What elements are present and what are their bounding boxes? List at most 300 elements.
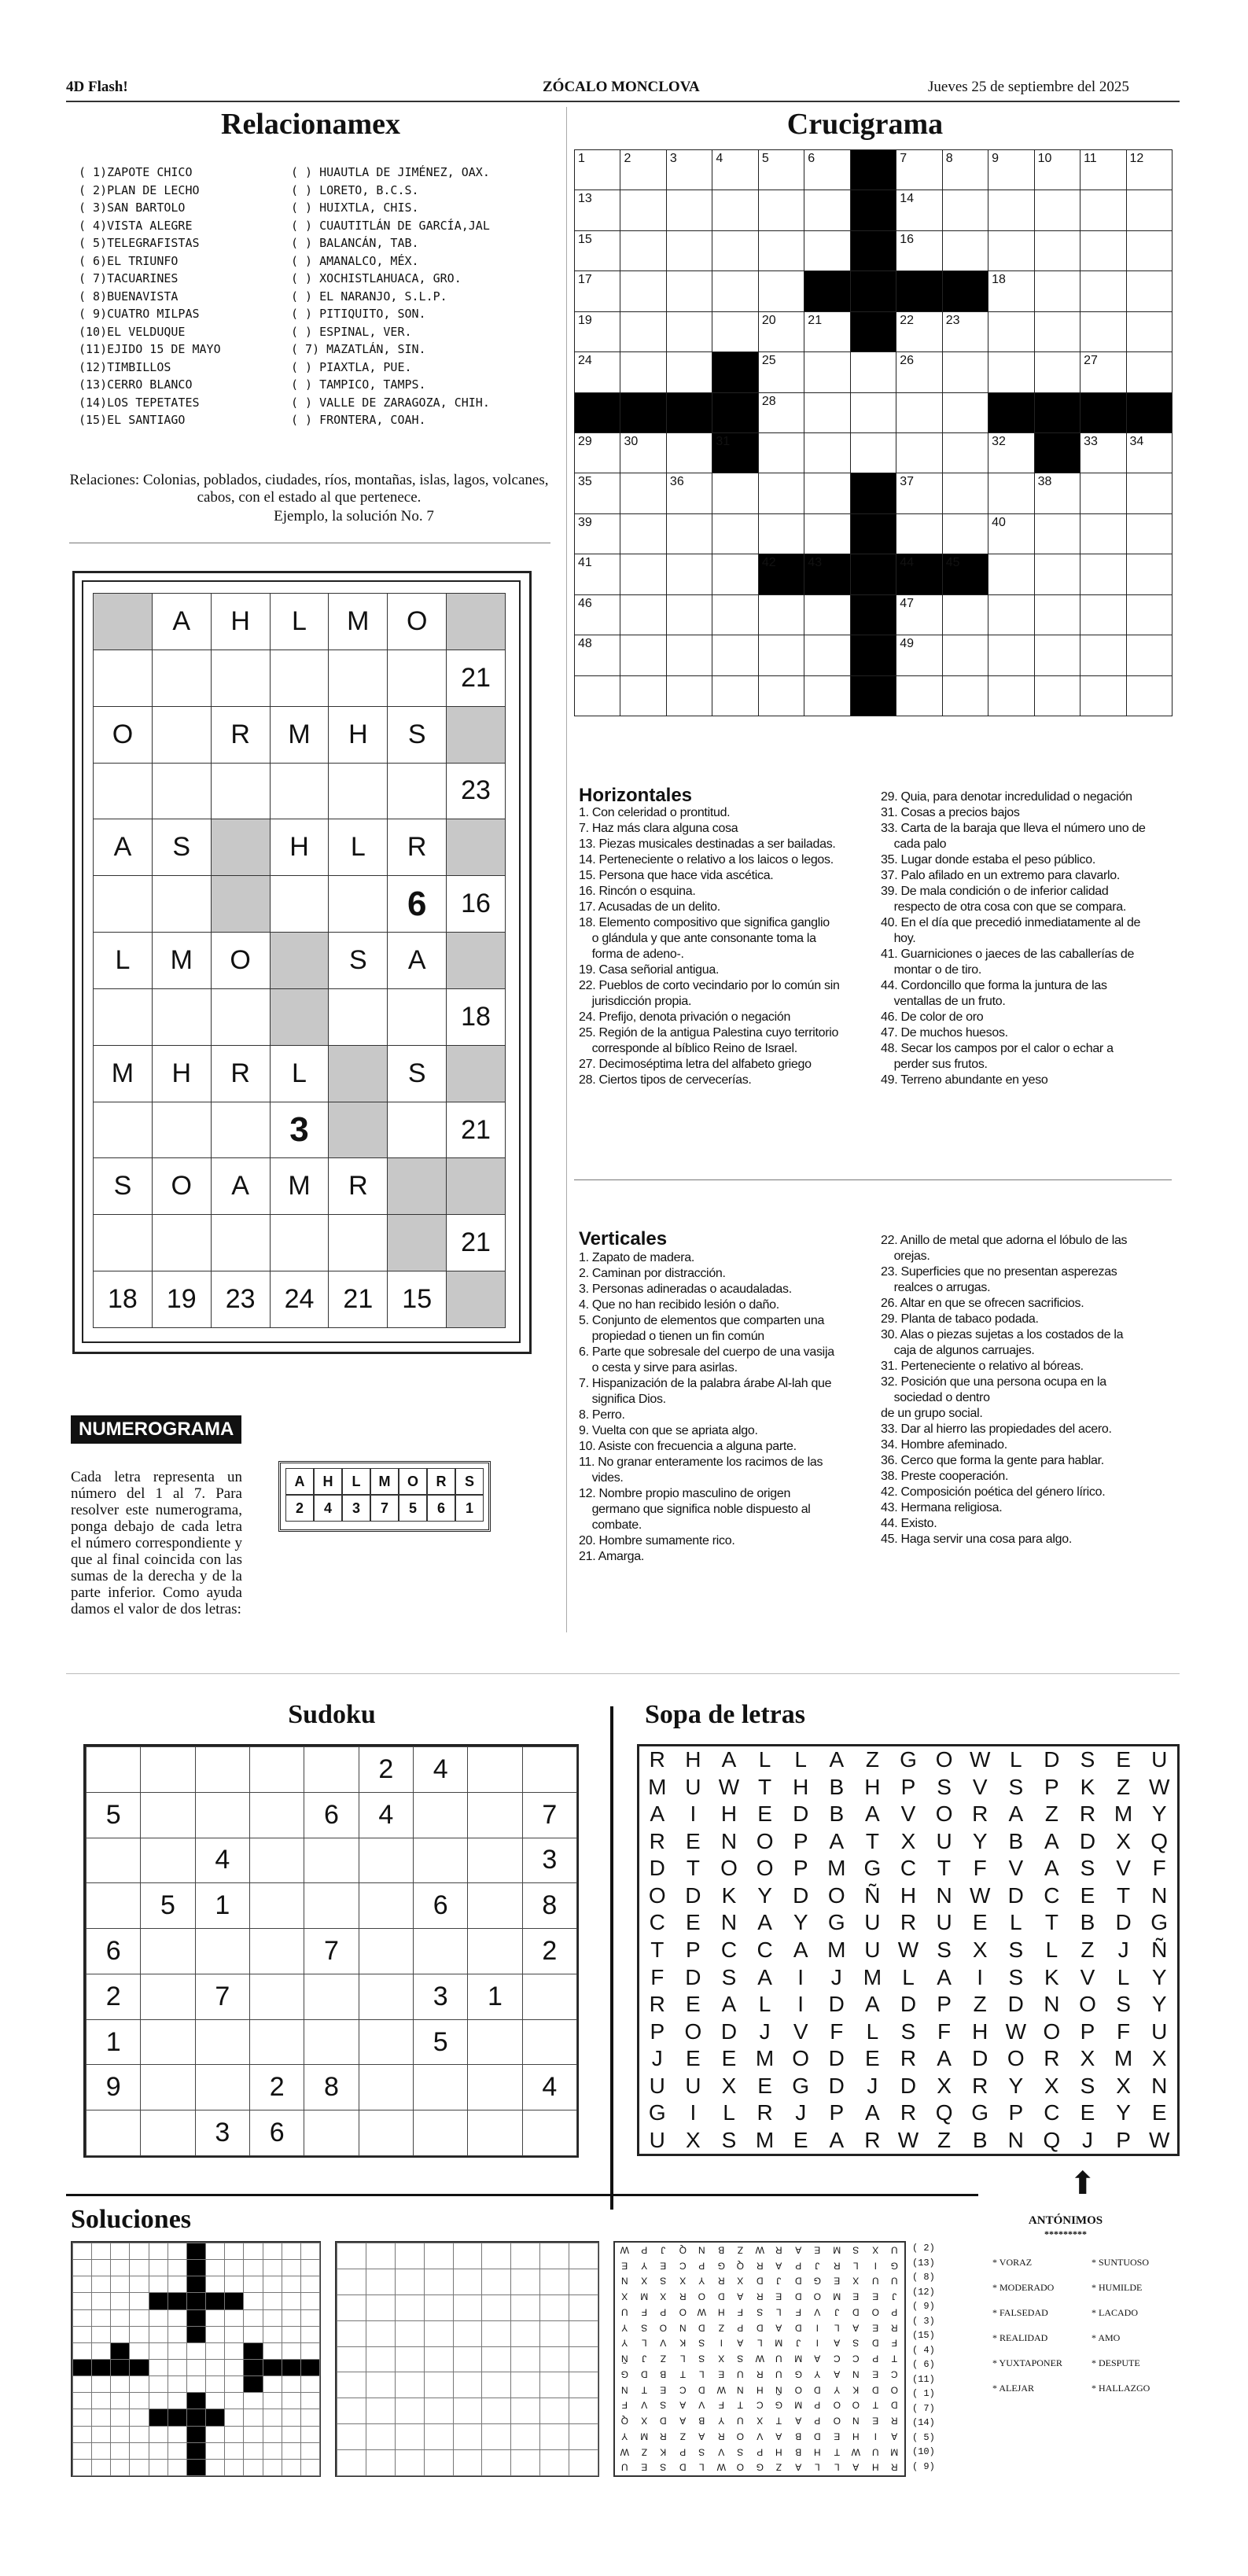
sopa-letter[interactable]: C [649, 1910, 665, 1935]
crossword-cell[interactable] [758, 675, 804, 716]
sopa-letter[interactable]: M [863, 1964, 882, 1989]
sopa-letter[interactable]: G [1150, 1910, 1169, 1935]
sopa-letter[interactable]: A [721, 1747, 737, 1772]
numerograma-cell[interactable]: O [152, 1157, 212, 1215]
sudoku-cell[interactable]: 5 [140, 1882, 195, 1929]
sopa-letter[interactable]: R [1044, 2046, 1060, 2071]
sopa-letter[interactable]: R [757, 2100, 773, 2125]
sopa-letter[interactable]: E [1116, 1747, 1131, 1772]
sopa-letter[interactable]: D [828, 2046, 845, 2071]
sopa-letter[interactable]: G [971, 2100, 989, 2125]
sudoku-cell[interactable] [359, 2019, 414, 2066]
sopa-letter[interactable]: K [1044, 1964, 1059, 1989]
sopa-letter[interactable]: R [972, 2073, 988, 2098]
sopa-letter[interactable]: R [900, 2046, 917, 2071]
numerograma-cell[interactable]: M [93, 1045, 153, 1102]
numerograma-cell[interactable]: R [328, 1157, 388, 1215]
numerograma-cell[interactable] [152, 875, 212, 933]
crossword-cell[interactable] [942, 230, 988, 271]
sudoku-cell[interactable]: 8 [304, 2064, 359, 2110]
sopa-letter[interactable]: E [686, 1828, 701, 1853]
crossword-cell[interactable] [620, 554, 666, 594]
sopa-letter[interactable]: M [648, 1774, 667, 1799]
sopa-letter[interactable]: Q [935, 2100, 953, 2125]
sopa-letter[interactable]: J [867, 2073, 878, 2098]
numerograma-cell[interactable]: 15 [387, 1271, 447, 1328]
sudoku-cell[interactable] [140, 1792, 195, 1838]
crossword-cell[interactable] [666, 675, 712, 716]
sudoku-cell[interactable] [140, 1928, 195, 1974]
sopa-letter[interactable]: U [864, 1910, 881, 1935]
sopa-letter[interactable]: A [757, 1910, 772, 1935]
crossword-cell[interactable] [1126, 270, 1173, 311]
crossword-cell[interactable] [758, 392, 804, 433]
crossword-cell[interactable] [1126, 311, 1173, 352]
sopa-letter[interactable]: U [685, 1774, 701, 1799]
sudoku-cell[interactable]: 7 [195, 1974, 250, 2020]
sudoku-cell[interactable]: 4 [195, 1838, 250, 1884]
sopa-letter[interactable]: S [721, 1964, 737, 1989]
crossword-cell[interactable] [942, 675, 988, 716]
crossword-cell[interactable] [988, 311, 1034, 352]
sopa-letter[interactable]: M [827, 1937, 846, 1962]
crossword-cell[interactable] [620, 230, 666, 271]
sudoku-cell[interactable] [195, 1928, 250, 1974]
sopa-letter[interactable]: Q [1150, 1828, 1169, 1853]
crossword-cell[interactable] [1080, 351, 1126, 392]
sopa-letter[interactable]: O [684, 2018, 702, 2044]
sopa-letter[interactable]: W [1148, 2127, 1170, 2152]
sudoku-cell[interactable] [522, 1974, 577, 2020]
sopa-letter[interactable]: A [865, 1992, 880, 2017]
numerograma-cell[interactable] [270, 763, 329, 820]
numerograma-cell[interactable]: 23 [211, 1271, 271, 1328]
sopa-letter[interactable]: V [900, 1801, 916, 1827]
sudoku-cell[interactable]: 6 [86, 1928, 141, 1974]
crossword-cell[interactable] [1034, 230, 1080, 271]
sopa-letter[interactable]: V [793, 2018, 808, 2044]
crossword-cell[interactable] [1080, 554, 1126, 594]
sopa-letter[interactable]: L [1010, 1747, 1022, 1772]
sopa-letter[interactable]: Q [1043, 2127, 1061, 2152]
crossword-cell[interactable] [1080, 675, 1126, 716]
numerograma-cell[interactable] [93, 1214, 153, 1271]
sopa-letter[interactable]: M [827, 1856, 846, 1881]
sopa-letter[interactable]: Z [1080, 1937, 1095, 1962]
sudoku-cell[interactable] [359, 1838, 414, 1884]
crossword-cell[interactable] [758, 594, 804, 635]
sudoku-cell[interactable]: 2 [522, 1928, 577, 1974]
crossword-cell[interactable] [942, 635, 988, 675]
crossword-cell[interactable] [896, 392, 942, 433]
sopa-letter[interactable]: A [757, 1964, 772, 1989]
crossword-cell[interactable] [666, 432, 712, 473]
sudoku-cell[interactable] [86, 2110, 141, 2156]
sudoku-cell[interactable] [304, 2110, 359, 2156]
crossword-cell[interactable] [1126, 554, 1173, 594]
sudoku-cell[interactable] [249, 1746, 304, 1793]
crossword-cell[interactable] [850, 351, 896, 392]
crossword-cell[interactable] [1126, 675, 1173, 716]
numerograma-cell[interactable] [211, 1102, 271, 1159]
crossword-cell[interactable] [758, 635, 804, 675]
numerograma-cell[interactable] [152, 988, 212, 1046]
sopa-letter[interactable]: X [937, 2073, 952, 2098]
crossword-cell[interactable] [942, 432, 988, 473]
numerograma-cell[interactable]: H [328, 706, 388, 764]
sopa-letter[interactable]: G [792, 2073, 810, 2098]
crossword-cell[interactable] [620, 513, 666, 554]
crossword-cell[interactable] [896, 190, 942, 230]
crossword-cell[interactable] [666, 594, 712, 635]
sopa-letter[interactable]: E [1151, 2100, 1167, 2125]
sudoku-cell[interactable] [249, 1792, 304, 1838]
sopa-letter[interactable]: I [690, 1801, 697, 1827]
sopa-letter[interactable]: D [828, 1992, 845, 2017]
crossword-cell[interactable] [758, 230, 804, 271]
crossword-cell[interactable] [942, 190, 988, 230]
sopa-letter[interactable]: E [721, 2046, 737, 2071]
sopa-letter[interactable]: L [794, 1747, 807, 1772]
sopa-letter[interactable]: D [1115, 1910, 1132, 1935]
crossword-cell[interactable] [620, 190, 666, 230]
numerograma-cell[interactable]: S [387, 1045, 447, 1102]
sudoku-cell[interactable] [140, 1746, 195, 1793]
numerograma-cell[interactable]: 21 [446, 1214, 506, 1271]
sopa-letter[interactable]: L [1010, 1910, 1022, 1935]
sopa-letter[interactable]: M [755, 2046, 775, 2071]
sopa-letter[interactable]: N [720, 1910, 738, 1935]
sopa-letter[interactable]: T [1044, 1910, 1058, 1935]
crossword-cell[interactable] [712, 230, 758, 271]
numerograma-cell[interactable] [93, 1102, 153, 1159]
numerograma-cell[interactable]: O [93, 706, 153, 764]
numerograma-cell[interactable]: 18 [93, 1271, 153, 1328]
sopa-letter[interactable]: K [721, 1882, 737, 1908]
crossword-cell[interactable] [1080, 513, 1126, 554]
numerograma-cell[interactable] [152, 650, 212, 707]
sopa-letter[interactable]: A [650, 1801, 665, 1827]
crossword-cell[interactable] [804, 513, 850, 554]
sudoku-cell[interactable]: 5 [86, 1792, 141, 1838]
crossword-cell[interactable] [804, 473, 850, 513]
sudoku-cell[interactable] [467, 1838, 522, 1884]
sudoku-cell[interactable]: 2 [249, 2064, 304, 2110]
sopa-letter[interactable]: Z [937, 2127, 952, 2152]
sopa-letter[interactable]: R [649, 1992, 665, 2017]
numerograma-cell[interactable]: 24 [270, 1271, 329, 1328]
sopa-letter[interactable]: G [827, 1910, 845, 1935]
sopa-letter[interactable]: F [650, 1964, 664, 1989]
sudoku-cell[interactable]: 4 [359, 1792, 414, 1838]
sudoku-cell[interactable] [304, 2019, 359, 2066]
crossword-cell[interactable] [942, 149, 988, 190]
crossword-cell[interactable] [758, 270, 804, 311]
sopa-letter[interactable]: D [793, 1801, 809, 1827]
crossword-cell[interactable] [620, 473, 666, 513]
sopa-letter[interactable]: B [972, 2127, 988, 2152]
sopa-letter[interactable]: W [718, 1774, 740, 1799]
crossword-cell[interactable] [574, 149, 620, 190]
numerograma-cell[interactable] [270, 650, 329, 707]
sudoku-cell[interactable] [359, 1882, 414, 1929]
sudoku-cell[interactable] [413, 2064, 468, 2110]
sopa-letter[interactable]: E [793, 2127, 808, 2152]
crossword-cell[interactable] [988, 270, 1034, 311]
crossword-cell[interactable] [1034, 149, 1080, 190]
crossword-cell[interactable] [666, 190, 712, 230]
sopa-letter[interactable]: P [1080, 2018, 1095, 2044]
crossword-cell[interactable] [896, 473, 942, 513]
sopa-letter[interactable]: U [936, 1910, 952, 1935]
sopa-letter[interactable]: J [1117, 1937, 1129, 1962]
crossword-cell[interactable] [804, 190, 850, 230]
sopa-letter[interactable]: W [1148, 1774, 1170, 1799]
sopa-letter[interactable]: Z [865, 1747, 879, 1772]
numerograma-cell[interactable] [152, 706, 212, 764]
sopa-letter[interactable]: X [1151, 2046, 1167, 2071]
sopa-letter[interactable]: P [1044, 1774, 1059, 1799]
numerograma-cell[interactable]: M [270, 1157, 329, 1215]
sopa-letter[interactable]: B [829, 1801, 845, 1827]
sopa-letter[interactable]: F [1152, 1856, 1166, 1881]
sopa-letter[interactable]: L [723, 2100, 735, 2125]
sopa-letter[interactable]: Z [1044, 1801, 1058, 1827]
numerograma-cell[interactable] [93, 650, 153, 707]
crossword-cell[interactable] [896, 149, 942, 190]
sopa-letter[interactable]: Y [1151, 1992, 1167, 2017]
crossword-cell[interactable] [804, 432, 850, 473]
crossword-cell[interactable] [988, 351, 1034, 392]
crossword-cell[interactable] [620, 311, 666, 352]
sopa-letter[interactable]: E [757, 2073, 772, 2098]
sopa-letter[interactable]: P [793, 1856, 808, 1881]
crossword-cell[interactable] [1034, 473, 1080, 513]
numerograma-cell[interactable] [152, 763, 212, 820]
sudoku-cell[interactable] [249, 1928, 304, 1974]
sopa-letter[interactable]: A [1008, 1801, 1024, 1827]
sopa-letter[interactable]: N [1151, 1882, 1168, 1908]
crossword-cell[interactable] [758, 513, 804, 554]
sopa-letter[interactable]: H [720, 1801, 738, 1827]
sopa-letter[interactable]: P [650, 2018, 665, 2044]
sudoku-cell[interactable] [359, 2064, 414, 2110]
crossword-cell[interactable] [574, 311, 620, 352]
sopa-letter[interactable]: A [865, 1801, 880, 1827]
sopa-letter[interactable]: E [686, 1910, 701, 1935]
crossword-cell[interactable] [712, 594, 758, 635]
sudoku-cell[interactable] [467, 2019, 522, 2066]
numerograma-cell[interactable] [211, 988, 271, 1046]
sudoku-cell[interactable] [195, 1792, 250, 1838]
sopa-letter[interactable]: X [721, 2073, 737, 2098]
crossword-cell[interactable] [988, 594, 1034, 635]
numerograma-cell[interactable]: 19 [152, 1271, 212, 1328]
sopa-letter[interactable]: H [793, 1774, 809, 1799]
sudoku-cell[interactable] [140, 1838, 195, 1884]
sopa-letter[interactable]: X [1044, 2073, 1059, 2098]
numerograma-cell[interactable] [93, 875, 153, 933]
sopa-letter[interactable]: R [900, 2100, 917, 2125]
crossword-cell[interactable] [896, 230, 942, 271]
sopa-letter[interactable]: U [649, 2073, 665, 2098]
crossword-cell[interactable] [620, 635, 666, 675]
sopa-letter[interactable]: H [972, 2018, 988, 2044]
numerograma-cell[interactable]: L [270, 1045, 329, 1102]
numerograma-cell[interactable]: 23 [446, 763, 506, 820]
sudoku-cell[interactable] [195, 2064, 250, 2110]
sopa-letter[interactable]: D [685, 1964, 701, 1989]
sopa-letter[interactable]: L [1117, 1964, 1130, 1989]
sopa-letter[interactable]: T [686, 1856, 700, 1881]
crossword-cell[interactable] [758, 190, 804, 230]
sudoku-cell[interactable]: 4 [413, 1746, 468, 1793]
sudoku-cell[interactable] [467, 1792, 522, 1838]
sopa-letter[interactable]: A [1044, 1828, 1059, 1853]
sopa-letter[interactable]: P [793, 1828, 808, 1853]
sopa-letter[interactable]: E [686, 2046, 701, 2071]
sudoku-cell[interactable] [140, 2064, 195, 2110]
crossword-cell[interactable] [574, 473, 620, 513]
sopa-letter[interactable]: T [1117, 1882, 1131, 1908]
sudoku-cell[interactable] [304, 1974, 359, 2020]
sopa-letter[interactable]: G [648, 2100, 666, 2125]
sopa-letter[interactable]: I [690, 2100, 697, 2125]
sopa-letter[interactable]: M [1114, 1801, 1133, 1827]
sopa-letter[interactable]: A [829, 1828, 845, 1853]
crossword-cell[interactable] [1080, 594, 1126, 635]
sudoku-cell[interactable] [413, 1928, 468, 1974]
sopa-letter[interactable]: Y [757, 1882, 772, 1908]
sopa-letter[interactable]: O [1007, 2046, 1025, 2071]
numerograma-cell[interactable] [328, 988, 388, 1046]
sudoku-cell[interactable] [413, 1792, 468, 1838]
sopa-letter[interactable]: Y [1151, 1964, 1167, 1989]
crossword-cell[interactable] [620, 594, 666, 635]
crossword-cell[interactable] [896, 432, 942, 473]
sopa-letter[interactable]: S [937, 1774, 952, 1799]
numerograma-cell[interactable]: M [270, 706, 329, 764]
sudoku-cell[interactable]: 5 [413, 2019, 468, 2066]
sopa-letter[interactable]: B [829, 1774, 845, 1799]
crossword-cell[interactable] [850, 432, 896, 473]
sopa-letter[interactable]: U [649, 2127, 665, 2152]
sudoku-cell[interactable] [359, 1974, 414, 2020]
numerograma-cell[interactable]: 18 [446, 988, 506, 1046]
sopa-letter[interactable]: D [1007, 1992, 1024, 2017]
sopa-letter[interactable]: V [972, 1774, 988, 1799]
numerograma-cell[interactable]: M [152, 932, 212, 989]
sopa-letter[interactable]: Ñ [864, 1882, 881, 1908]
sopa-letter[interactable]: A [937, 2046, 952, 2071]
sopa-letter[interactable]: J [759, 2018, 771, 2044]
crossword-cell[interactable] [620, 351, 666, 392]
sopa-letter[interactable]: Ñ [1151, 1937, 1168, 1962]
numerograma-cell[interactable] [328, 763, 388, 820]
sopa-letter[interactable]: H [864, 1774, 881, 1799]
sudoku-cell[interactable] [467, 2064, 522, 2110]
crossword-cell[interactable] [1034, 270, 1080, 311]
crossword-cell[interactable] [988, 190, 1034, 230]
crossword-cell[interactable] [1126, 149, 1173, 190]
sopa-letter[interactable]: H [900, 1882, 917, 1908]
numerograma-cell[interactable] [270, 875, 329, 933]
sudoku-cell[interactable]: 1 [195, 1882, 250, 1929]
sopa-letter[interactable]: G [900, 1747, 917, 1772]
crossword-cell[interactable] [712, 190, 758, 230]
sopa-letter[interactable]: P [829, 2100, 845, 2125]
crossword-cell[interactable] [804, 351, 850, 392]
crossword-cell[interactable] [712, 270, 758, 311]
sudoku-cell[interactable] [140, 1974, 195, 2020]
sopa-letter[interactable]: Y [793, 1910, 808, 1935]
crossword-cell[interactable] [1034, 594, 1080, 635]
sudoku-cell[interactable] [359, 1928, 414, 1974]
crossword-cell[interactable] [620, 432, 666, 473]
sopa-letter[interactable]: E [1080, 2100, 1095, 2125]
crossword-cell[interactable] [942, 392, 988, 433]
crossword-cell[interactable] [896, 513, 942, 554]
sopa-letter[interactable]: R [649, 1747, 665, 1772]
sopa-letter[interactable]: D [900, 2073, 917, 2098]
crossword-cell[interactable] [988, 473, 1034, 513]
crossword-cell[interactable] [666, 513, 712, 554]
sudoku-cell[interactable]: 3 [522, 1838, 577, 1884]
sopa-letter[interactable]: O [935, 1747, 953, 1772]
sopa-letter[interactable]: V [1008, 1856, 1024, 1881]
crossword-cell[interactable] [1126, 230, 1173, 271]
numerograma-cell[interactable]: 21 [446, 1102, 506, 1159]
sopa-letter[interactable]: W [969, 1882, 991, 1908]
crossword-cell[interactable] [758, 149, 804, 190]
sopa-letter[interactable]: U [864, 1937, 881, 1962]
numerograma-cell[interactable] [328, 1214, 388, 1271]
sudoku-cell[interactable] [522, 2110, 577, 2156]
sudoku-cell[interactable] [467, 2110, 522, 2156]
crossword-cell[interactable] [666, 635, 712, 675]
sopa-letter[interactable]: D [1079, 1828, 1096, 1853]
crossword-cell[interactable] [1126, 594, 1173, 635]
sopa-letter[interactable]: W [1005, 2018, 1027, 2044]
crossword-cell[interactable] [1034, 554, 1080, 594]
crossword-cell[interactable] [942, 351, 988, 392]
crossword-cell[interactable] [758, 351, 804, 392]
numerograma-cell[interactable] [328, 875, 388, 933]
numerograma-cell[interactable]: S [328, 932, 388, 989]
sopa-letter[interactable]: O [756, 1856, 774, 1881]
numerograma-cell[interactable] [152, 1102, 212, 1159]
sopa-letter[interactable]: Y [1008, 2073, 1024, 2098]
numerograma-cell[interactable]: 21 [328, 1271, 388, 1328]
sudoku-cell[interactable]: 3 [195, 2110, 250, 2156]
crossword-cell[interactable] [574, 432, 620, 473]
sudoku-cell[interactable] [413, 2110, 468, 2156]
crossword-cell[interactable] [758, 311, 804, 352]
sudoku-cell[interactable]: 2 [359, 1746, 414, 1793]
crossword-cell[interactable] [666, 311, 712, 352]
sopa-letter[interactable]: D [720, 2018, 738, 2044]
sopa-letter[interactable]: S [937, 1937, 952, 1962]
numerograma-cell[interactable] [387, 988, 447, 1046]
sopa-letter[interactable]: R [900, 1910, 917, 1935]
sopa-letter[interactable]: T [865, 1828, 879, 1853]
sudoku-cell[interactable]: 1 [86, 2019, 141, 2066]
crossword-cell[interactable] [850, 392, 896, 433]
sopa-letter[interactable]: O [827, 1882, 845, 1908]
sudoku-cell[interactable] [86, 1838, 141, 1884]
numerograma-cell[interactable]: H [211, 593, 271, 650]
sopa-letter[interactable]: D [685, 1882, 701, 1908]
